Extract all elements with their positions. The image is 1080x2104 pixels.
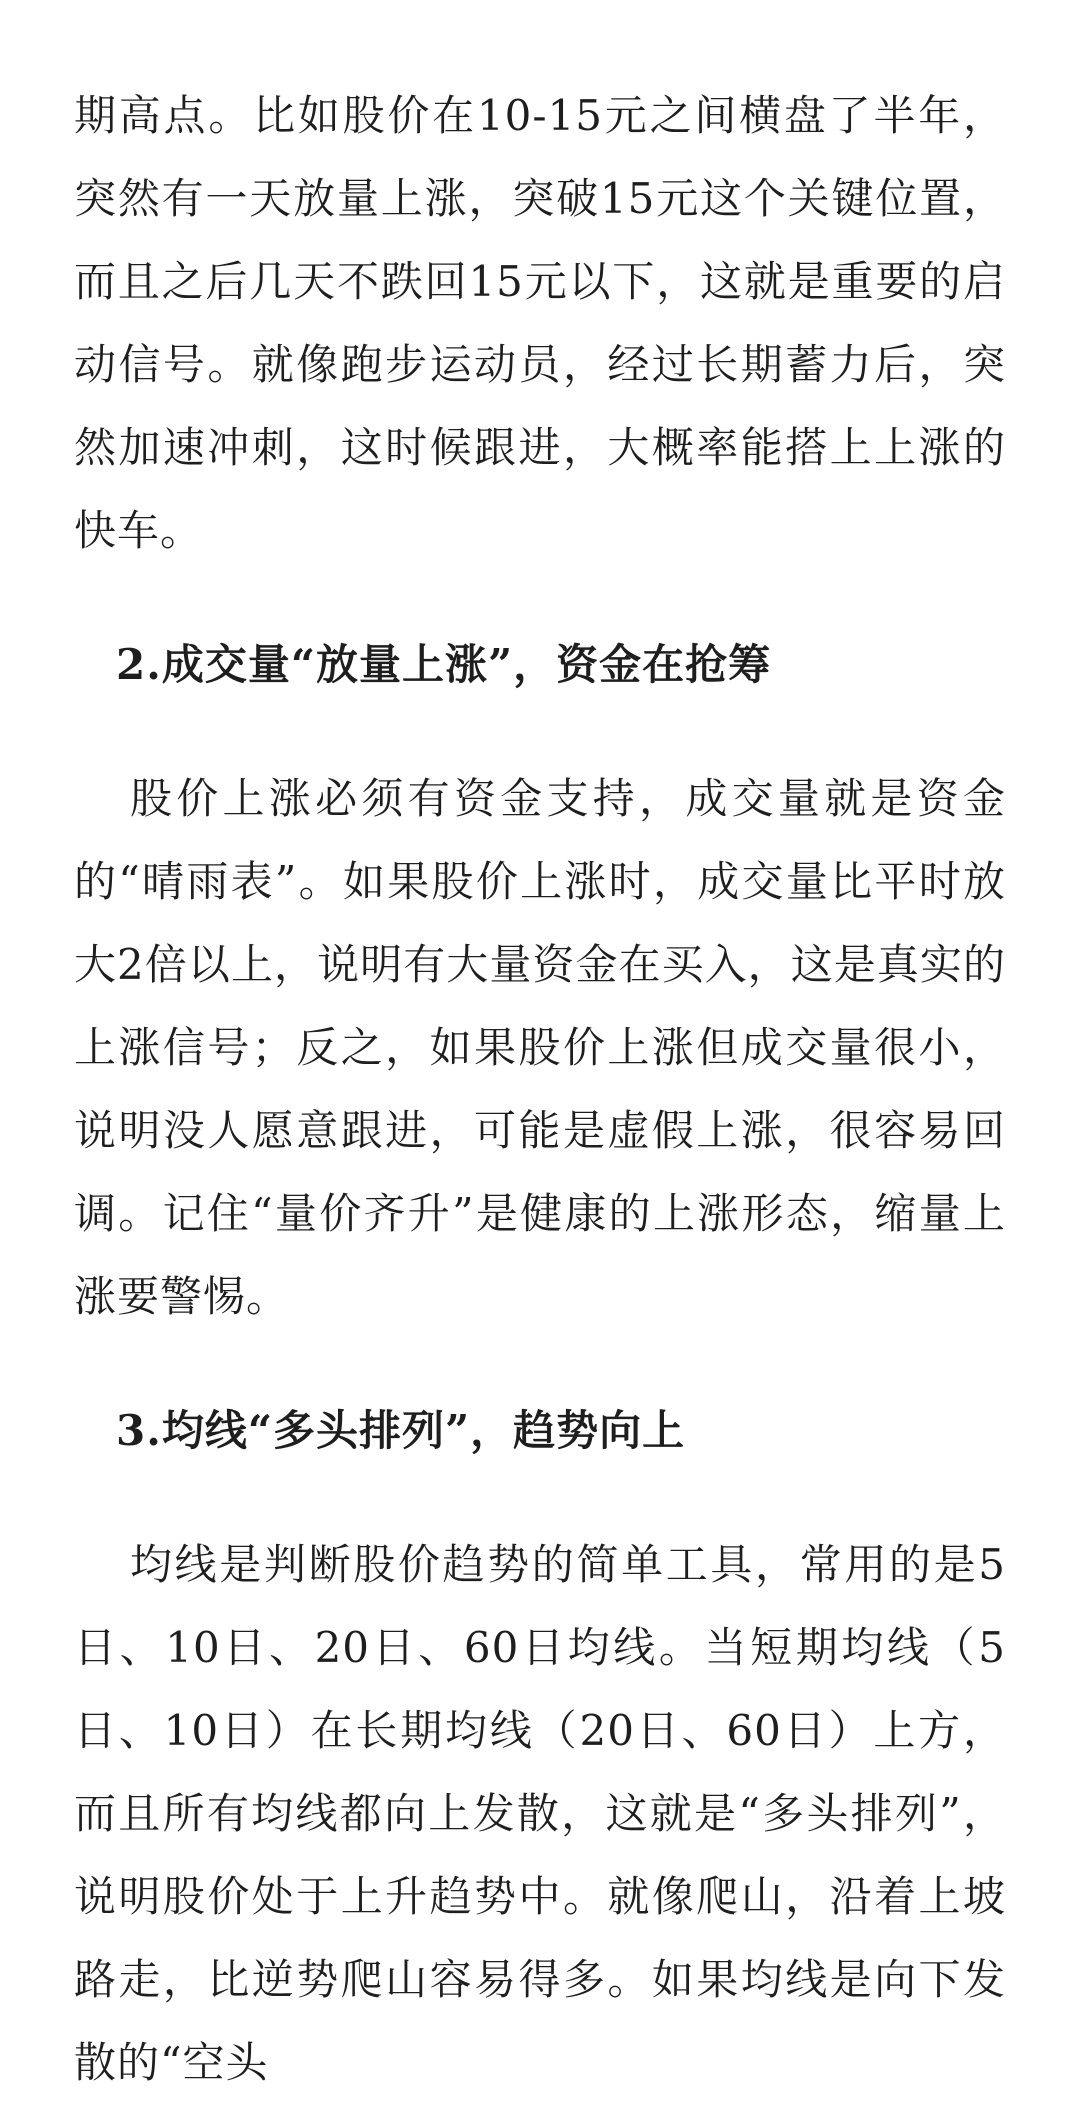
section-heading-moving-average: 3.均线“多头排列”，趋势向上	[116, 1406, 686, 1455]
section-heading-volume: 2.成交量“放量上涨”，资金在抢筹	[116, 640, 772, 689]
paragraph-moving-average: 均线是判断股价趋势的简单工具，常用的是5日、10日、20日、60日均线。当短期均线（5日、10日）在长期均线（20日、60日）上方，而且所有均线都向上发散，这就是“多头排列”，说明股价处于上升趋势中。就像爬山，沿着上坡路走，比逆势爬山容易得多。如果均线是向下发散的“空头	[74, 1540, 1006, 2087]
paragraph-volume: 股价上涨必须有资金支持，成交量就是资金的“晴雨表”。如果股价上涨时，成交量比平时放大2倍以上，说明有大量资金在买入，这是真实的上涨信号；反之，如果股价上涨但成交量很小，说明没人愿意跟进，可能是虚假上涨，很容易回调。记住“量价齐升”是健康的上涨形态，缩量上涨要警惕。	[74, 774, 1006, 1321]
paragraph-breakout: 期高点。比如股价在10-15元之间横盘了半年，突然有一天放量上涨，突破15元这个关键位置，而且之后几天不跌回15元以下，这就是重要的启动信号。就像跑步运动员，经过长期蓄力后，突然加速冲刺，这时候跟进，大概率能搭上上涨的快车。	[74, 91, 1006, 555]
